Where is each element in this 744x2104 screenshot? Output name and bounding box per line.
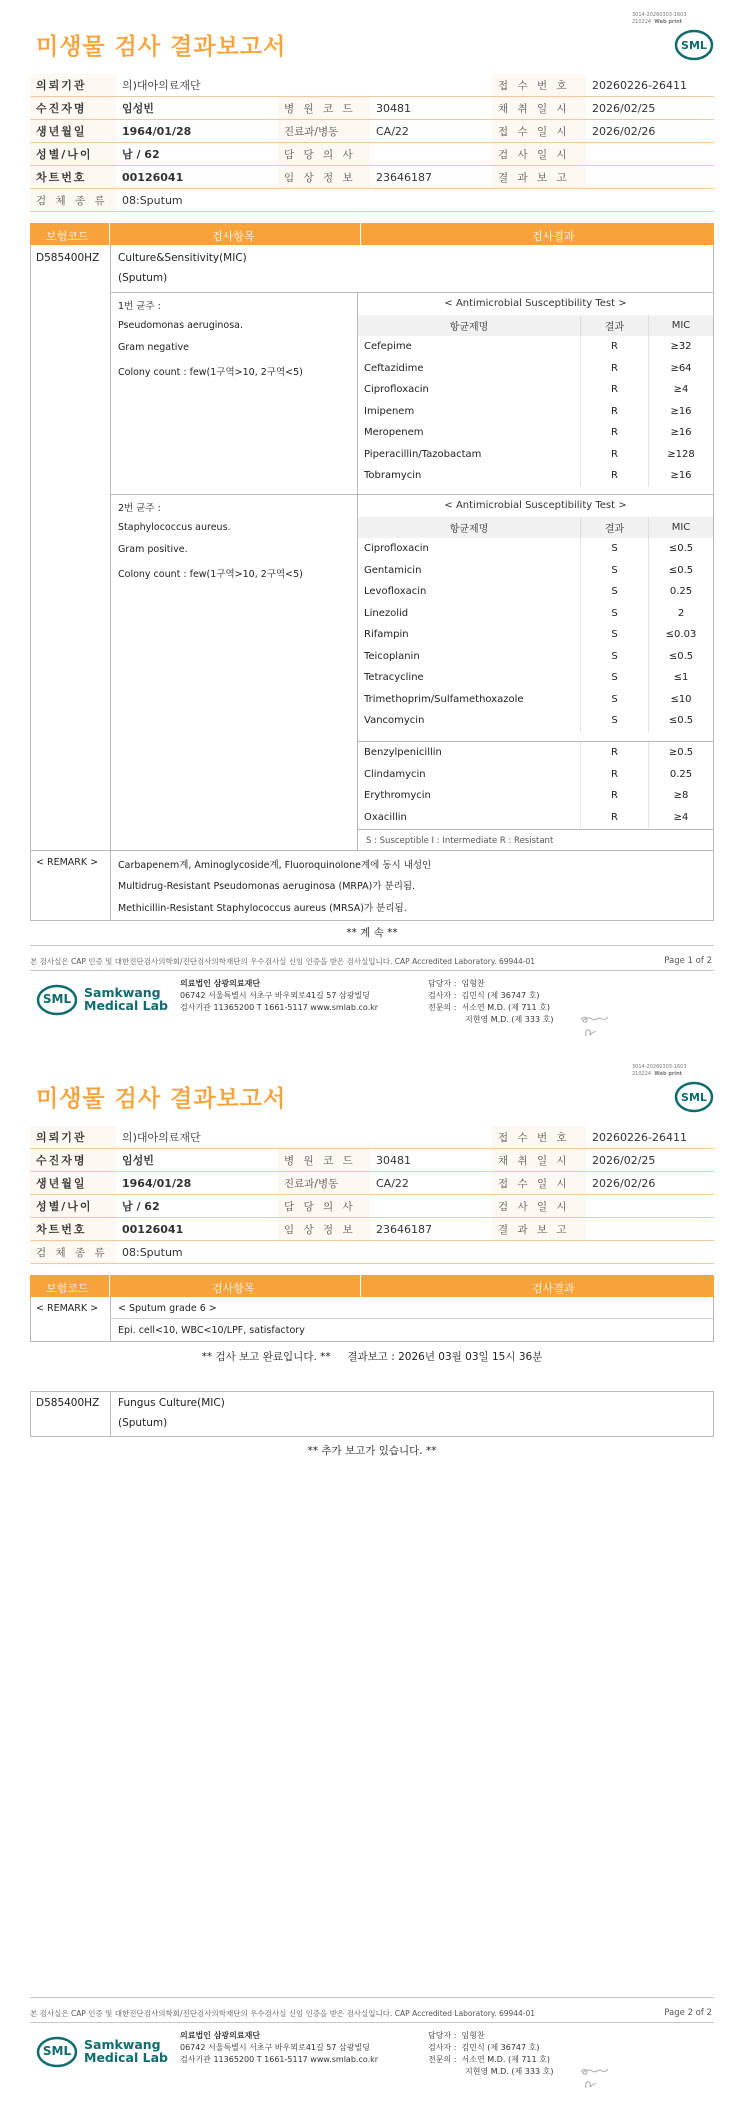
results-column-header	[30, 223, 714, 245]
doctor-label: 담 당 의 사	[278, 1195, 370, 1218]
patient-value: 임성빈	[116, 1149, 278, 1172]
ast-drug-name: Rifampin	[364, 629, 409, 641]
signature-icon	[578, 1010, 610, 1040]
chart-label: 차트번호	[30, 1218, 116, 1241]
ast-row	[358, 444, 713, 466]
sex-age-label: 성별/나이	[30, 1195, 116, 1218]
patient-info-table	[30, 1126, 714, 1264]
ast-result: S	[581, 667, 649, 689]
results-column-header	[30, 1275, 714, 1297]
ast-row	[358, 785, 713, 807]
ast-mic: ≥0.5	[649, 742, 714, 764]
ast-row	[358, 422, 713, 444]
exam-date-label: 검 사 일 시	[492, 1195, 586, 1218]
ast-row	[358, 689, 713, 711]
ast-drug-name: Trimethoprim/Sulfamethoxazole	[364, 693, 524, 705]
ast-result: S	[581, 603, 649, 625]
print-meta: 3014-20260303-1603 210224 Web print	[632, 12, 687, 25]
brand-name: Samkwang Medical Lab	[84, 985, 168, 1013]
ast-row	[358, 667, 713, 689]
receipt-no-value: 20260226-26411	[586, 1126, 714, 1149]
organism-2-gram: Gram positive.	[118, 544, 188, 555]
ast-1-result-header: 결과	[581, 315, 649, 337]
sputum-grade: < Sputum grade 6 >	[118, 1303, 217, 1314]
remark-line-1: Carbapenem계, Aminoglycoside계, Fluoroquinolone계에 동시 내성인	[118, 860, 432, 871]
chart-label: 차트번호	[30, 166, 116, 189]
ast-mic: 0.25	[649, 581, 714, 603]
svg-text:SML: SML	[681, 1091, 707, 1104]
sml-logo-icon	[674, 1080, 714, 1114]
ast-drug-name: Cefepime	[364, 341, 412, 353]
sml-brand-logo	[36, 983, 78, 1017]
ast-result: R	[581, 444, 649, 466]
ast-table-1	[358, 293, 713, 487]
receipt-date-value: 2026/02/26	[586, 1172, 714, 1195]
ast-mic: ≤0.03	[649, 624, 714, 646]
ast-drug-name: Meropenem	[364, 427, 424, 439]
ast-result: S	[581, 538, 649, 560]
fungus-test-name: Fungus Culture(MIC)	[118, 1397, 225, 1409]
dept-label: 진료과/병동	[278, 1172, 370, 1195]
report-title: 미생물 검사 결과보고서	[36, 1086, 287, 1112]
patient-info-table	[30, 74, 714, 212]
ast-drug-name: Ciprofloxacin	[364, 543, 429, 555]
ast-result: R	[581, 764, 649, 786]
ast-mic: ≥8	[649, 785, 714, 807]
dept-value: CA/22	[370, 120, 492, 143]
ast-row	[358, 624, 713, 646]
ast-mic: ≥64	[649, 358, 714, 380]
dob-value: 1964/01/28	[116, 120, 278, 143]
ast-mic: ≤0.5	[649, 646, 714, 668]
col-code-header: 보험코드	[46, 1282, 89, 1295]
patient-label: 수진자명	[30, 97, 116, 120]
dob-label: 생년월일	[30, 1172, 116, 1195]
ast-result: R	[581, 807, 649, 829]
sex-age-value: 남 / 62	[116, 143, 278, 166]
organism-1-label: 1번 균주 :	[118, 301, 161, 312]
ast-drug-name: Benzylpenicillin	[364, 747, 442, 759]
ast-result: R	[581, 465, 649, 487]
ast-drug-name: Linezolid	[364, 607, 409, 619]
staff-list: 담당자 : 임형찬 검사자 : 김민식 (제 36747 호) 전문의 : 서소연 M.D. (제 711 호) 지현영 M.D. (제 333 호)	[428, 979, 554, 1024]
dob-value: 1964/01/28	[116, 1172, 278, 1195]
report-page-2	[0, 1052, 744, 2104]
ast-mic: ≥128	[649, 444, 714, 466]
specimen-value: 08:Sputum	[116, 1241, 714, 1264]
ast-drug-name: Levofloxacin	[364, 586, 427, 598]
sex-age-label: 성별/나이	[30, 143, 116, 166]
test-specimen: (Sputum)	[118, 272, 168, 284]
col-result-header: 검사결과	[532, 1282, 575, 1295]
ast-mic: ≤0.5	[649, 710, 714, 732]
ast-1-title: < Antimicrobial Susceptibility Test >	[444, 298, 627, 310]
clinical-value: 23646187	[370, 166, 492, 189]
ast-mic: ≤1	[649, 667, 714, 689]
organism-1-count: Colony count : few(1구역>10, 2구역<5)	[118, 367, 303, 378]
clinical-label: 임 상 정 보	[278, 166, 370, 189]
test-name: Culture&Sensitivity(MIC)	[118, 252, 247, 264]
ast-2-title: < Antimicrobial Susceptibility Test >	[444, 500, 627, 512]
ast-row	[358, 401, 713, 423]
report-value	[586, 166, 714, 189]
report-value	[586, 1218, 714, 1241]
col-result-header: 검사결과	[532, 230, 575, 243]
ast-row	[358, 538, 713, 560]
ast-mic: ≤10	[649, 689, 714, 711]
doctor-label: 담 당 의 사	[278, 143, 370, 166]
dept-label: 진료과/병동	[278, 120, 370, 143]
ast-legend: S : Susceptible I : Intermediate R : Resistant	[366, 836, 554, 846]
ast-drug-name: Piperacillin/Tazobactam	[364, 448, 482, 460]
remark-line-3: Methicillin-Resistant Staphylococcus aureus (MRSA)가 분리됨.	[118, 903, 407, 914]
ast-row	[358, 603, 713, 625]
ast-2-result-header: 결과	[581, 517, 649, 539]
exam-date-label: 검 사 일 시	[492, 143, 586, 166]
ast-table-2	[358, 495, 713, 732]
ast-mic: ≥4	[649, 379, 714, 401]
organism-1-name: Pseudomonas aeruginosa.	[118, 320, 243, 331]
exam-date-value	[586, 1195, 714, 1218]
svg-text:SML: SML	[681, 39, 707, 52]
doctor-value	[370, 1195, 492, 1218]
receipt-date-label: 접 수 일 시	[492, 1172, 586, 1195]
sml-logo-text: SML	[42, 992, 72, 1006]
ast-result: R	[581, 785, 649, 807]
ast-drug-name: Erythromycin	[364, 790, 431, 802]
specimen-label: 검 체 종 류	[30, 189, 116, 212]
collect-date-label: 채 취 일 시	[492, 1149, 586, 1172]
ast-result: R	[581, 401, 649, 423]
hospital-code-value: 30481	[370, 1149, 492, 1172]
chart-value: 00126041	[116, 1218, 278, 1241]
exam-date-value	[586, 143, 714, 166]
dept-value: CA/22	[370, 1172, 492, 1195]
specimen-label: 검 체 종 류	[30, 1241, 116, 1264]
ast-row	[358, 581, 713, 603]
ast-drug-name: Ciprofloxacin	[364, 384, 429, 396]
receipt-no-value: 20260226-26411	[586, 74, 714, 97]
chart-value: 00126041	[116, 166, 278, 189]
receipt-no-label: 접 수 번 호	[492, 74, 586, 97]
ast-row	[358, 742, 713, 764]
clinical-value: 23646187	[370, 1218, 492, 1241]
ast-result: R	[581, 742, 649, 764]
hospital-code-value: 30481	[370, 97, 492, 120]
ast-drug-name: Vancomycin	[364, 715, 425, 727]
ast-result: R	[581, 358, 649, 380]
ast-result: S	[581, 581, 649, 603]
sex-age-value: 남 / 62	[116, 1195, 278, 1218]
specimen-value: 08:Sputum	[116, 189, 714, 212]
fungus-insurance-code: D585400HZ	[36, 1397, 100, 1409]
fungus-test-specimen: (Sputum)	[118, 1417, 168, 1429]
ast-drug-name: Imipenem	[364, 405, 415, 417]
ast-mic: 2	[649, 603, 714, 625]
ast-result: R	[581, 422, 649, 444]
page-number: Page 1 of 2	[664, 956, 712, 966]
ast-mic: ≥32	[649, 336, 714, 358]
receipt-no-label: 접 수 번 호	[492, 1126, 586, 1149]
continue-note: ** 계 속 **	[346, 927, 398, 939]
institution-label: 의뢰기관	[30, 74, 116, 97]
collect-date-value: 2026/02/25	[586, 1149, 714, 1172]
organism-2-count: Colony count : few(1구역>10, 2구역<5)	[118, 569, 303, 580]
ast-table-2-resistant	[358, 742, 713, 828]
page-number: Page 2 of 2	[664, 2008, 712, 2018]
signature-icon	[578, 2062, 610, 2092]
institution-value: 의)대아의료재단	[116, 1126, 492, 1149]
ast-1-mic-header: MIC	[649, 315, 714, 337]
additional-report-note: ** 추가 보고가 있습니다. **	[307, 1445, 437, 1457]
ast-row	[358, 764, 713, 786]
ast-mic: ≥16	[649, 465, 714, 487]
ast-mic: 0.25	[649, 764, 714, 786]
ast-drug-name: Teicoplanin	[364, 650, 420, 662]
ast-row	[358, 379, 713, 401]
ast-mic: ≥16	[649, 422, 714, 444]
ast-drug-name: Gentamicin	[364, 564, 422, 576]
ast-row	[358, 710, 713, 732]
hospital-code-label: 병 원 코 드	[278, 97, 370, 120]
ast-row	[358, 646, 713, 668]
ast-1-drug-header: 항균제명	[358, 315, 581, 337]
ast-mic: ≤0.5	[649, 538, 714, 560]
remark-label: < REMARK >	[36, 1303, 99, 1314]
collect-date-value: 2026/02/25	[586, 97, 714, 120]
sputum-grade-detail: Epi. cell<10, WBC<10/LPF, satisfactory	[118, 1325, 305, 1336]
ast-drug-name: Tetracycline	[364, 672, 424, 684]
ast-drug-name: Clindamycin	[364, 768, 426, 780]
col-item-header: 검사항목	[212, 230, 255, 243]
patient-label: 수진자명	[30, 1149, 116, 1172]
ast-row	[358, 807, 713, 829]
ast-result: R	[581, 336, 649, 358]
insurance-code: D585400HZ	[36, 252, 100, 264]
report-title: 미생물 검사 결과보고서	[36, 34, 287, 60]
remark-line-2: Multidrug-Resistant Pseudomonas aeruginosa (MRPA)가 분리됨.	[118, 881, 416, 892]
col-code-header: 보험코드	[46, 230, 89, 243]
dob-label: 생년월일	[30, 120, 116, 143]
lab-address: 의료법인 삼광의료재단 06742 서울특별시 서초구 바우뫼로41길 57 삼광빌딩 검사기관 11365200 T 1661-5117 www.smlab.co.kr	[180, 2031, 379, 2064]
collect-date-label: 채 취 일 시	[492, 97, 586, 120]
report-label: 결 과 보 고	[492, 1218, 586, 1241]
ast-mic: ≥16	[649, 401, 714, 423]
sml-brand-logo	[36, 2035, 78, 2069]
ast-result: S	[581, 646, 649, 668]
doctor-value	[370, 143, 492, 166]
ast-row	[358, 358, 713, 380]
sml-logo-text: SML	[42, 2044, 72, 2058]
ast-2-drug-header: 항균제명	[358, 517, 581, 539]
ast-drug-name: Tobramycin	[364, 470, 422, 482]
institution-value: 의)대아의료재단	[116, 74, 492, 97]
ast-mic: ≤0.5	[649, 560, 714, 582]
clinical-label: 임 상 정 보	[278, 1218, 370, 1241]
ast-row	[358, 465, 713, 487]
remark-label: < REMARK >	[36, 857, 99, 868]
ast-mic: ≥4	[649, 807, 714, 829]
cert-note: 본 검사실은 CAP 인증 및 대한진단검사의학회/진단검사의학재단의 우수검사실 신임 인증을 받은 검사실입니다. CAP Accredited Laboratory. 69944-01	[30, 2009, 536, 2018]
ast-result: S	[581, 710, 649, 732]
hospital-code-label: 병 원 코 드	[278, 1149, 370, 1172]
ast-drug-name: Ceftazidime	[364, 362, 424, 374]
ast-result: R	[581, 379, 649, 401]
sml-logo-icon	[674, 28, 714, 62]
organism-2-name: Staphylococcus aureus.	[118, 522, 231, 533]
report-complete-note: ** 검사 보고 완료입니다. ** 결과보고 : 2026년 03월 03일 15시 36분	[201, 1351, 543, 1363]
organism-2-label: 2번 균주 :	[118, 503, 161, 514]
receipt-date-label: 접 수 일 시	[492, 120, 586, 143]
staff-list: 담당자 : 임형찬 검사자 : 김민식 (제 36747 호) 전문의 : 서소연 M.D. (제 711 호) 지현영 M.D. (제 333 호)	[428, 2031, 554, 2076]
institution-label: 의뢰기관	[30, 1126, 116, 1149]
brand-name: Samkwang Medical Lab	[84, 2037, 168, 2065]
ast-result: S	[581, 560, 649, 582]
ast-2-mic-header: MIC	[649, 517, 714, 539]
ast-row	[358, 336, 713, 358]
cert-note: 본 검사실은 CAP 인증 및 대한진단검사의학회/진단검사의학재단의 우수검사실 신임 인증을 받은 검사실입니다. CAP Accredited Laboratory. 69944-01	[30, 957, 536, 966]
receipt-date-value: 2026/02/26	[586, 120, 714, 143]
col-item-header: 검사항목	[212, 1282, 255, 1295]
ast-row	[358, 560, 713, 582]
lab-address: 의료법인 삼광의료재단 06742 서울특별시 서초구 바우뫼로41길 57 삼광빌딩 검사기관 11365200 T 1661-5117 www.smlab.co.kr	[180, 979, 379, 1012]
report-label: 결 과 보 고	[492, 166, 586, 189]
organism-1-gram: Gram negative	[118, 342, 189, 353]
ast-drug-name: Oxacillin	[364, 811, 407, 823]
ast-result: S	[581, 624, 649, 646]
ast-result: S	[581, 689, 649, 711]
patient-value: 임성빈	[116, 97, 278, 120]
print-meta: 3014-20260303-1603 210224 Web print	[632, 1064, 687, 1077]
